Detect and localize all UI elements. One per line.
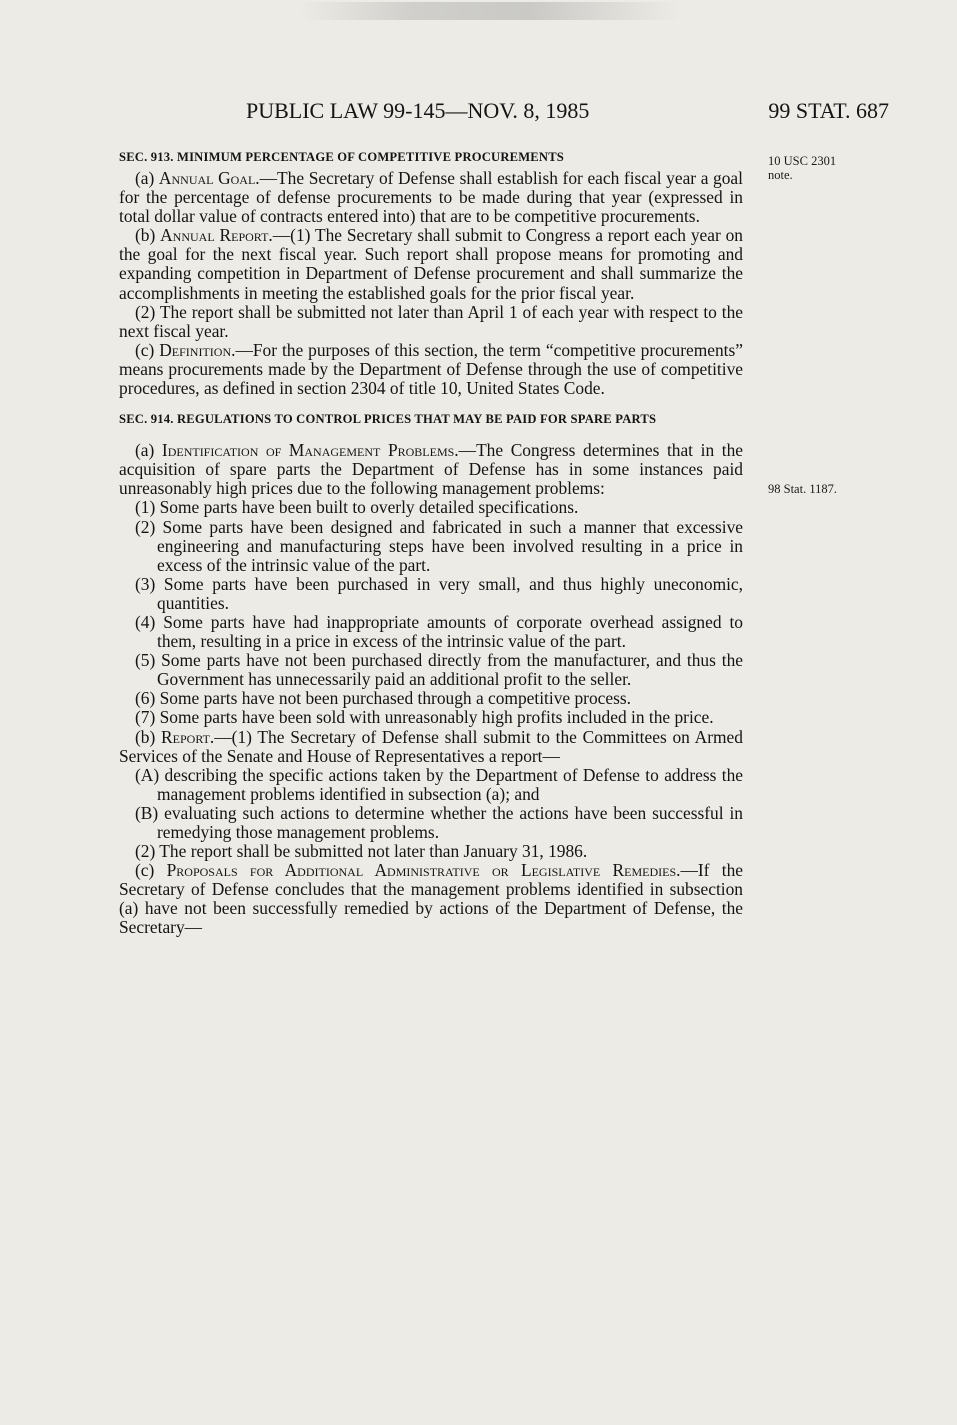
sec-913-c: [119, 341, 743, 398]
sec-914-a: [119, 441, 743, 498]
sec-914-c: [119, 861, 743, 937]
subsection-text: —For the purposes of this section, the term “competitive procurements” means procurements made by the Department of Defense through the use of competitive procedures, as defined in section 2304 of title 10, United States Code.: [119, 339, 743, 399]
problem-item: (5) Some parts have not been purchased directly from the manufacturer, and thus the Government has unnecessarily paid an additional profit to the seller.: [135, 650, 743, 690]
subsection-caption: Annual Report.: [160, 225, 273, 246]
subsection-label: (a): [135, 440, 162, 461]
subsection-caption: Report.: [161, 726, 215, 747]
sec-913-b: [119, 226, 743, 302]
subsection-caption: Definition.: [159, 339, 236, 360]
subsection-label: (c): [135, 860, 167, 881]
subsection-caption: Annual Goal.: [158, 168, 260, 188]
subsection-label: (b): [135, 225, 161, 246]
subsection-text: —If the Secretary of Defense concludes that the management problems identified in subsection (a) have not been successfully remedied by actions of the Department of Defense, the Secretary—: [119, 860, 743, 938]
sec-913-a: [119, 169, 743, 226]
subsection-text: —The Secretary of Defense shall establish for each fiscal year a goal for the percentage of defense procurements to be made during that year (expressed in total dollar value of contracts entered into) that are to be competitive procurements.: [119, 168, 743, 227]
document-body: [119, 150, 743, 938]
report-clause-b: (B) evaluating such actions to determine whether the actions have been successful in remedying those management problems.: [135, 802, 743, 842]
problem-item: (3) Some parts have been purchased in very small, and thus highly uneconomic, quantities.: [135, 573, 743, 613]
header-title: PUBLIC LAW 99-145—NOV. 8, 1985: [246, 98, 590, 123]
subsection-caption: Proposals for Additional Administrative or Legislative Remedies.: [166, 860, 681, 881]
problem-item: (1) Some parts have been built to overly detailed specifications.: [135, 497, 579, 518]
page-header: [0, 98, 957, 130]
sec-914-b: [119, 728, 743, 766]
margin-note-usc: 10 USC 2301 note.: [768, 154, 837, 182]
sec-913-heading: SEC. 913. MINIMUM PERCENTAGE OF COMPETITIVE PROCUREMENTS: [119, 150, 565, 164]
margin-note-stat: 98 Stat. 1187.: [768, 482, 837, 496]
sec-914-b2: (2) The report shall be submitted not later than January 31, 1986.: [135, 841, 588, 862]
sec-913-b2: (2) The report shall be submitted not later than April 1 of each year with respect to the next fiscal year.: [119, 301, 743, 341]
subsection-text: —(1) The Secretary of Defense shall submit to the Committees on Armed Services of the Senate and House of Representatives a report—: [119, 726, 743, 766]
subsection-label: (c): [135, 339, 160, 360]
show-through-mark: [300, 2, 680, 20]
subsection-text: —(1) The Secretary shall submit to Congress a report each year on the goal for the next fiscal year. Such report shall propose means for promoting and expanding competition in Department of Defense procurement and shall summarize the accomplishments in meeting the established goals for the prior fiscal year.: [119, 225, 743, 303]
subsection-label: (a): [135, 168, 159, 188]
report-clause-a: (A) describing the specific actions taken by the Department of Defense to address the management problems identified in subsection (a); and: [135, 764, 743, 804]
problem-item: (6) Some parts have not been purchased through a competitive process.: [135, 688, 631, 709]
subsection-text: —The Congress determines that in the acquisition of spare parts the Department of Defense has in some instances paid unreasonably high prices due to the following management problems:: [119, 440, 743, 499]
problem-item: (4) Some parts have had inappropriate amounts of corporate overhead assigned to them, resulting in a price in excess of the intrinsic value of the part.: [135, 611, 743, 652]
problem-item: (2) Some parts have been designed and fabricated in such a manner that excessive engineering and manufacturing steps have been involved resulting in a price in excess of the intrinsic value of the part.: [135, 516, 743, 575]
subsection-caption: Identification of Management Problems.: [161, 440, 459, 461]
subsection-label: (b): [135, 726, 162, 747]
header-stat-page: 99 STAT. 687: [768, 98, 889, 123]
problem-item: (7) Some parts have been sold with unreasonably high profits included in the price.: [135, 707, 714, 728]
sec-914-heading: SEC. 914. REGULATIONS TO CONTROL PRICES THAT MAY BE PAID FOR SPARE PARTS: [119, 412, 657, 427]
